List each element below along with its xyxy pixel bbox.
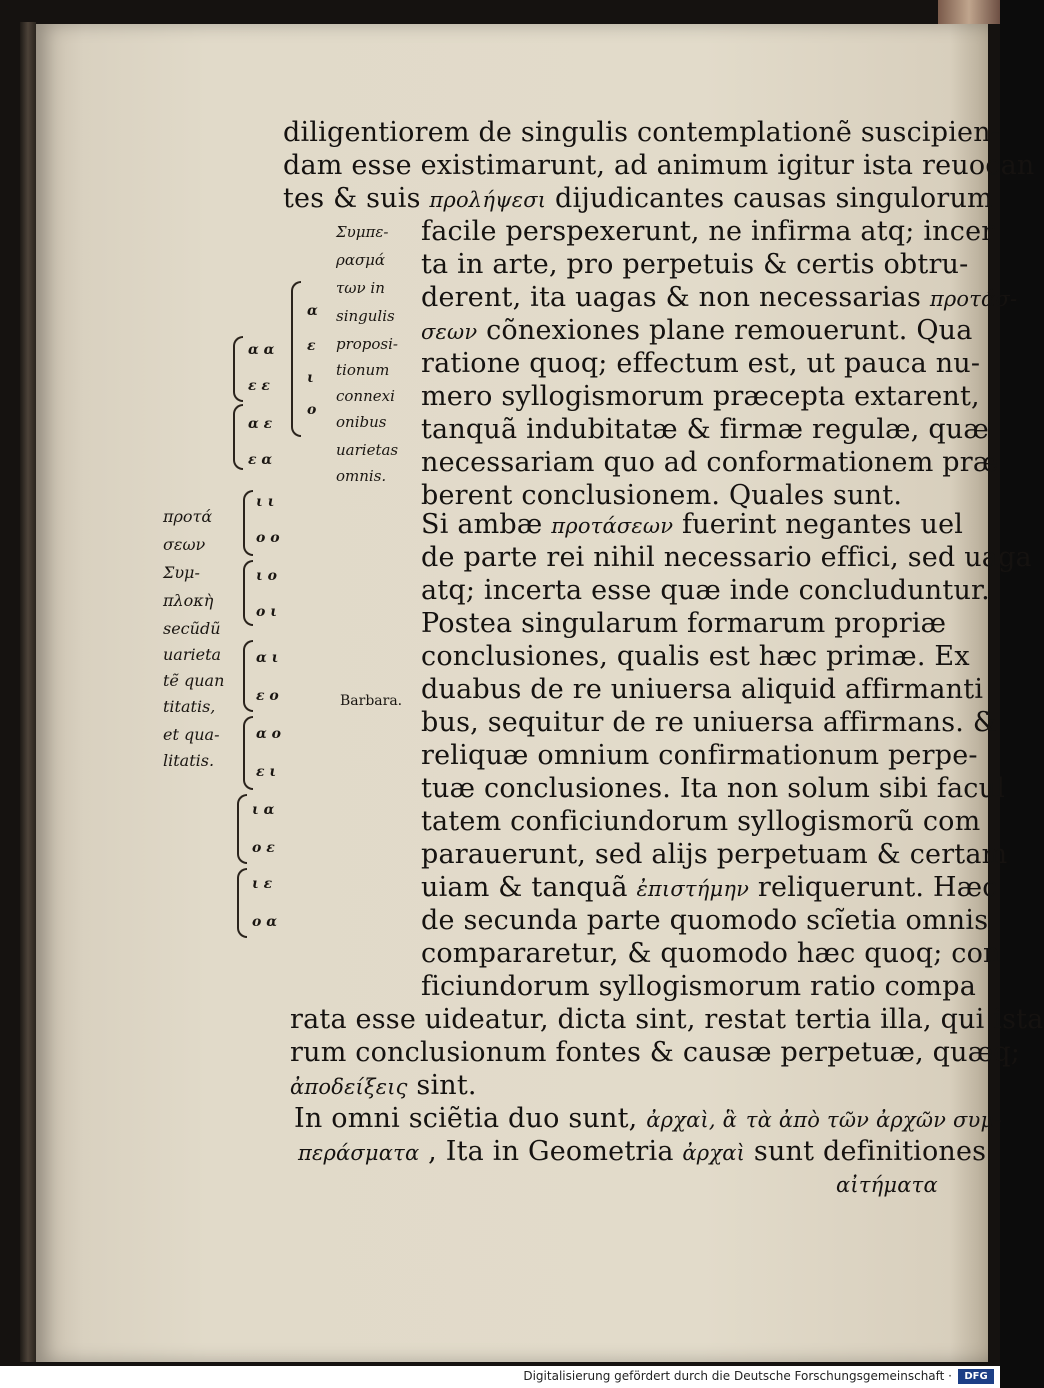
footer-credit: Digitalisierung gefördert durch die Deutsche Forschungsgemeinschaft · [523,1369,952,1383]
text-line: berent conclusionem. Quales sunt. [421,480,903,511]
side-note-line: Συμπε- [336,223,389,241]
text-segment: sint. [416,1070,477,1101]
vowel-code-pair: ι ο [256,568,277,584]
greek-word: τὰ ἀπὸ τῶν ἀρχῶν συμ- [745,1108,1002,1132]
text-segment: derent, ita uagas & non necessarias [421,282,922,313]
vowel-code: ο [307,402,317,418]
text-line: diligentiorem de singulis contemplationẽ suscipien- [283,117,1001,148]
vowel-code-pair: α ι [256,650,279,666]
text-segment: fuerint negantes uel [681,509,964,540]
greek-word: ἀποδείξεις [290,1075,408,1099]
text-segment: dijudicantes causas singulorum [555,183,993,214]
book-edge [938,0,1000,24]
dfg-logo: DFG [958,1369,994,1384]
side-note-line: singulis [336,307,395,325]
text-segment: reliquerunt. Hæc [757,872,998,903]
text-line: rum conclusionum fontes & causæ perpetuæ, quæq; [290,1037,1021,1068]
margin-label-line: secũdũ [163,619,221,638]
text-line: Postea singularum formarum propriæ [421,608,947,639]
greek-word: προτάσεων [551,514,674,538]
bracket [243,716,253,790]
vowel-code-pair: ι ε [252,876,273,892]
greek-word: σεων [421,320,478,344]
text-segment: Si ambæ [421,509,543,540]
vowel-code-pair: ο ο [256,530,280,546]
text-line: de secunda parte quomodo scĩetia omnis [421,905,989,936]
text-line: rata esse uideatur, dicta sint, restat tertia illa, qui ista [290,1004,1044,1035]
bracket [291,281,301,437]
barbara-label: Barbara. [340,693,403,709]
bracket [237,868,247,938]
vowel-code-pair: α ε [248,416,273,432]
vowel-code-pair: ο ε [252,840,275,856]
text-line: mero syllogismorum præcepta extarent, [421,381,980,412]
text-segment: , Ita in Geometria [428,1136,674,1167]
text-line: duabus de re uniuersa aliquid affirmanti [421,674,984,705]
text-line: ratione quoq; effectum est, ut pauca nu- [421,348,981,379]
text-line: necessariam quo ad conformationem præ [421,447,999,478]
side-note-line: omnis. [336,467,387,485]
vowel-code-pair: ο ι [256,604,277,620]
margin-label-line: πλοκὴ [163,591,214,610]
text-line: tuæ conclusiones. Ita non solum sibi facul [421,773,1006,804]
greek-word: περάσματα [298,1141,420,1165]
text-line [421,510,963,541]
text-line [290,1071,477,1102]
bracket [243,490,253,556]
text-line: parauerunt, sed alijs perpetuam & certam [421,839,1008,870]
greek-word: ἀρχαὶ, ἃ [646,1108,738,1132]
catchword: αἰτήματα [836,1173,938,1197]
text-line: reliquæ omnium confirmationum perpe- [421,740,978,771]
text-line: de parte rei nihil necessario effici, sed uaga [421,542,1032,573]
side-note-line: connexi [336,387,395,405]
margin-label-line: σεων [163,535,206,554]
bracket [243,640,253,712]
vowel-code-pair: ε α [248,452,273,468]
bracket [237,794,247,864]
text-line: facile perspexerunt, ne infirma atq; incer [421,216,995,247]
text-line [294,1104,1002,1135]
vowel-code: ε [307,338,316,354]
text-line: bus, sequitur de re uniuersa affirmans. & [421,707,998,738]
margin-label-line: titatis, [163,697,216,716]
margin-label-line: et qua- [163,725,220,744]
text-line [421,283,1017,314]
bracket [233,404,243,470]
text-segment: sunt definitiones [753,1136,987,1167]
vowel-code-pair: ε ε [248,378,270,394]
vowel-code: α [307,303,318,319]
vowel-code-pair: ε ι [256,764,277,780]
footer-bar [0,1366,1000,1388]
text-line: compararetur, & quomodo hæc quoq; con [421,938,1001,969]
margin-label-line: προτά [163,507,213,526]
side-note-line: proposi- [336,335,398,353]
margin-label-line: litatis. [163,751,215,770]
text-segment: cõnexiones plane remouerunt. Qua [486,315,973,346]
bracket [243,560,253,626]
text-line: atq; incerta esse quæ inde concluduntur. [421,575,990,606]
text-line [421,316,973,347]
vowel-code-pair: ι ι [256,494,275,510]
book-spine [20,22,36,1362]
vowel-code-pair: ο α [252,914,277,930]
text-line: dam esse existimarunt, ad animum igitur ista reuocan [283,150,1035,181]
text-line: ficiundorum syllogismorum ratio compa [421,971,977,1002]
side-note-line: onibus [336,413,387,431]
text-line: tatem conficiundorum syllogismorũ com [421,806,981,837]
text-line: ta in arte, pro perpetuis & certis obtru- [421,249,969,280]
text-line [283,184,993,215]
text-segment: In omni sciẽtia duo sunt, [294,1103,638,1134]
bracket [233,336,243,402]
margin-label-line: tẽ quan [163,671,225,690]
text-line: tanquã indubitatæ & firmæ regulæ, quæ [421,414,989,445]
text-segment: uiam & tanquã [421,872,628,903]
text-segment: tes & suis [283,183,421,214]
greek-word: ἀρχαὶ [682,1141,746,1165]
greek-word: ἐπιστήμην [636,877,750,901]
vowel-code-pair: ε ο [256,688,279,704]
vowel-code-pair: ι α [252,802,275,818]
text-line [421,873,998,904]
vowel-code-pair: α α [248,342,275,358]
text-line [298,1137,986,1168]
side-note-line: tionum [336,361,390,379]
margin-label-line: Συμ- [163,563,200,582]
greek-word: προλήψεσι [429,188,547,212]
margin-label-line: uarieta [163,645,222,664]
vowel-code-pair: α ο [256,726,281,742]
side-note-line: uarietas [336,441,399,459]
vowel-code: ι [307,370,314,386]
side-note-line: ρασμά [336,251,386,269]
greek-word: προτάσ- [929,287,1018,311]
text-line: conclusiones, qualis est hæc primæ. Ex [421,641,970,672]
side-note-line: των in [336,279,385,297]
